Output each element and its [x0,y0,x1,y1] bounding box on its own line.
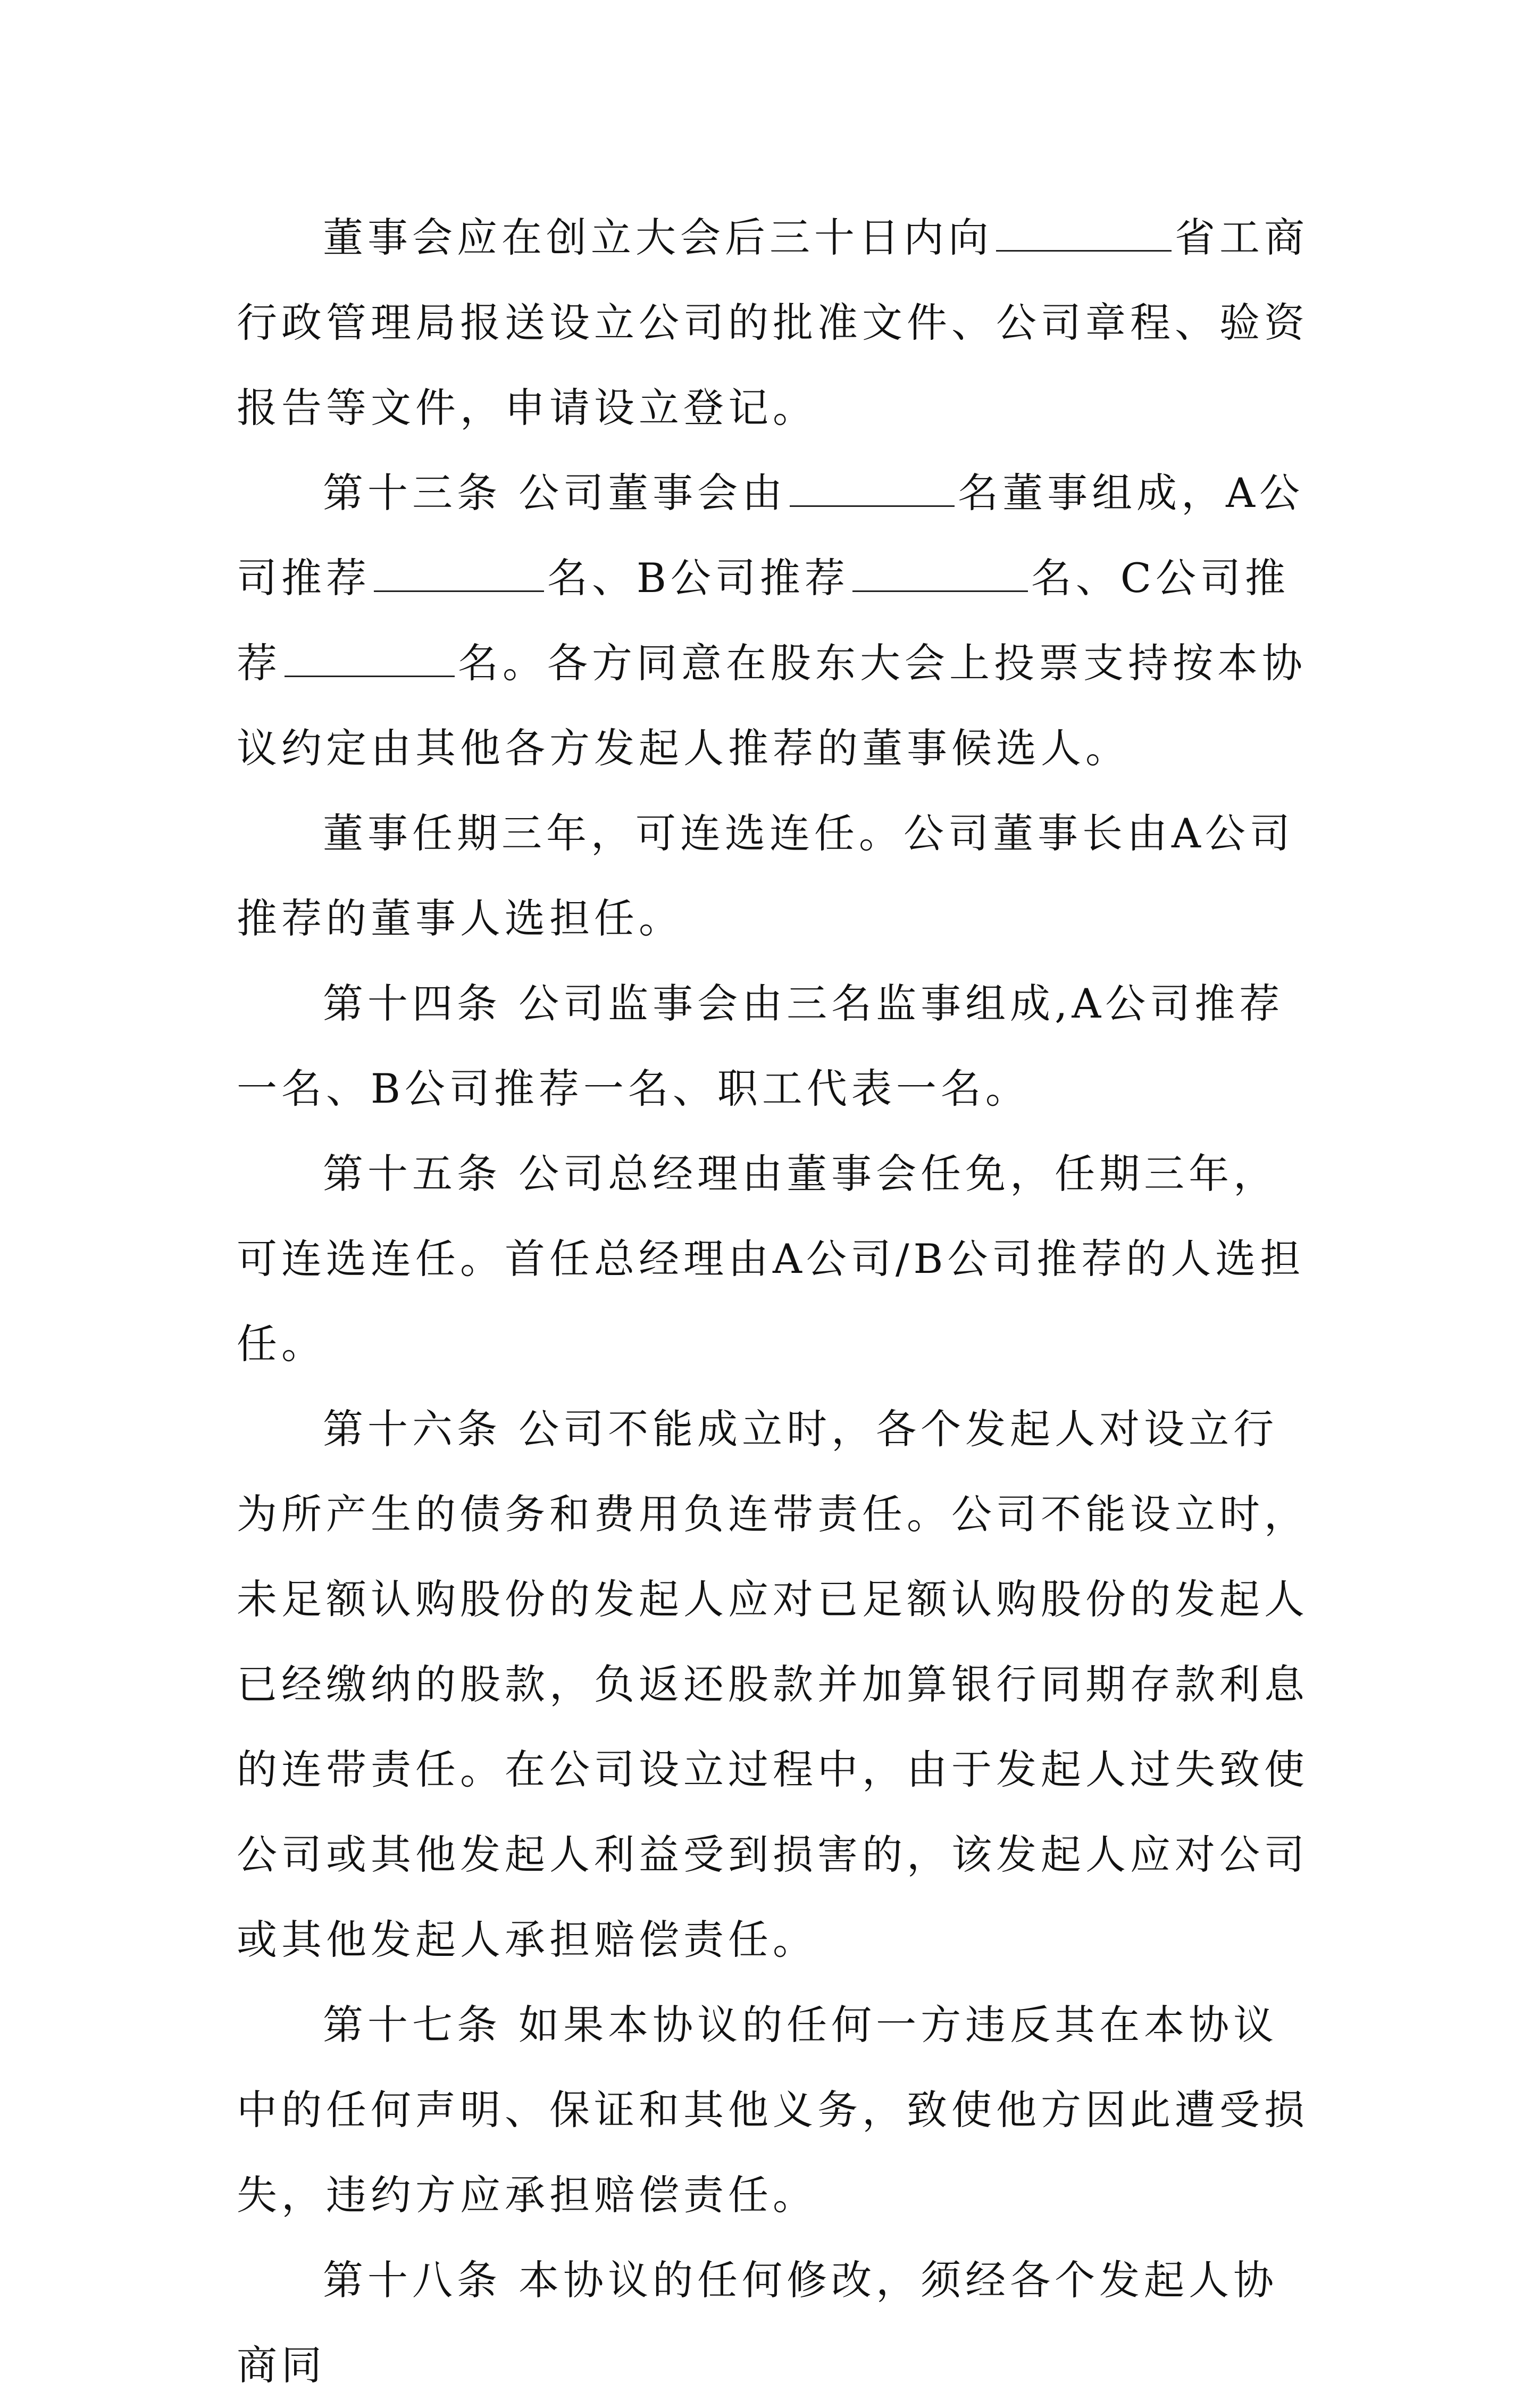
document-body [237,195,1315,2408]
text-segment: 省工商行政管理局报送设立公司的批准文件、公司章程、验资报告等文件，申请设立登记。 [237,214,1309,431]
text-segment: 名、B公司推荐 [547,554,849,602]
text-segment: 名董事组成，A公司推荐 [237,469,1304,602]
paragraph-article-13 [237,451,1315,791]
paragraph-article-17: 第十七条 如果本协议的任何一方违反其在本协议中的任何声明、保证和其他义务，致使他方因此遭受损失，违约方应承担赔偿责任。 [237,2001,1309,2219]
paragraph-article-16: 第十六条 公司不能成立时，各个发起人对设立行为所产生的债务和费用负连带责任。公司不能设立时，未足额认购股份的发起人应对已足额认购股份的发起人已经缴纳的股款，负返还股款并加算银行同期存款利息的连带责任。在公司设立过程中，由于发起人过失致使公司或其他发起人利益受到损害的，该发起人应对公司或其他发起人承担赔偿责任。 [237,1405,1309,1963]
blank-province [996,217,1172,252]
paragraph-article-14: 第十四条 公司监事会由三名监事组成,A公司推荐一名、B公司推荐一名、职工代表一名。 [237,980,1284,1112]
text-segment: 第十三条 公司董事会由 [323,469,787,516]
blank-a-company-count [374,557,544,592]
blank-director-count [790,472,955,507]
text-segment: 名、C公司推荐 [237,554,1290,687]
blank-b-company-count [852,557,1028,592]
paragraph-article-15: 第十五条 公司总经理由董事会任免，任期三年，可连选连任。首任总经理由A公司/B公司推荐的人选担任。 [237,1150,1305,1368]
paragraph-article-18: 第十八条 本协议的任何修改，须经各个发起人协商同 [237,2256,1278,2389]
paragraph-director-term: 董事任期三年，可连选连任。公司董事长由A公司推荐的董事人选担任。 [237,810,1294,942]
text-segment: 名。各方同意在股东大会上投票支持按本协议约定由其他各方发起人推荐的董事候选人。 [237,639,1307,772]
paragraph-registration [237,195,1315,451]
blank-c-company-count [285,643,455,677]
text-segment: 董事会应在创立大会后三十日内向 [323,214,993,261]
